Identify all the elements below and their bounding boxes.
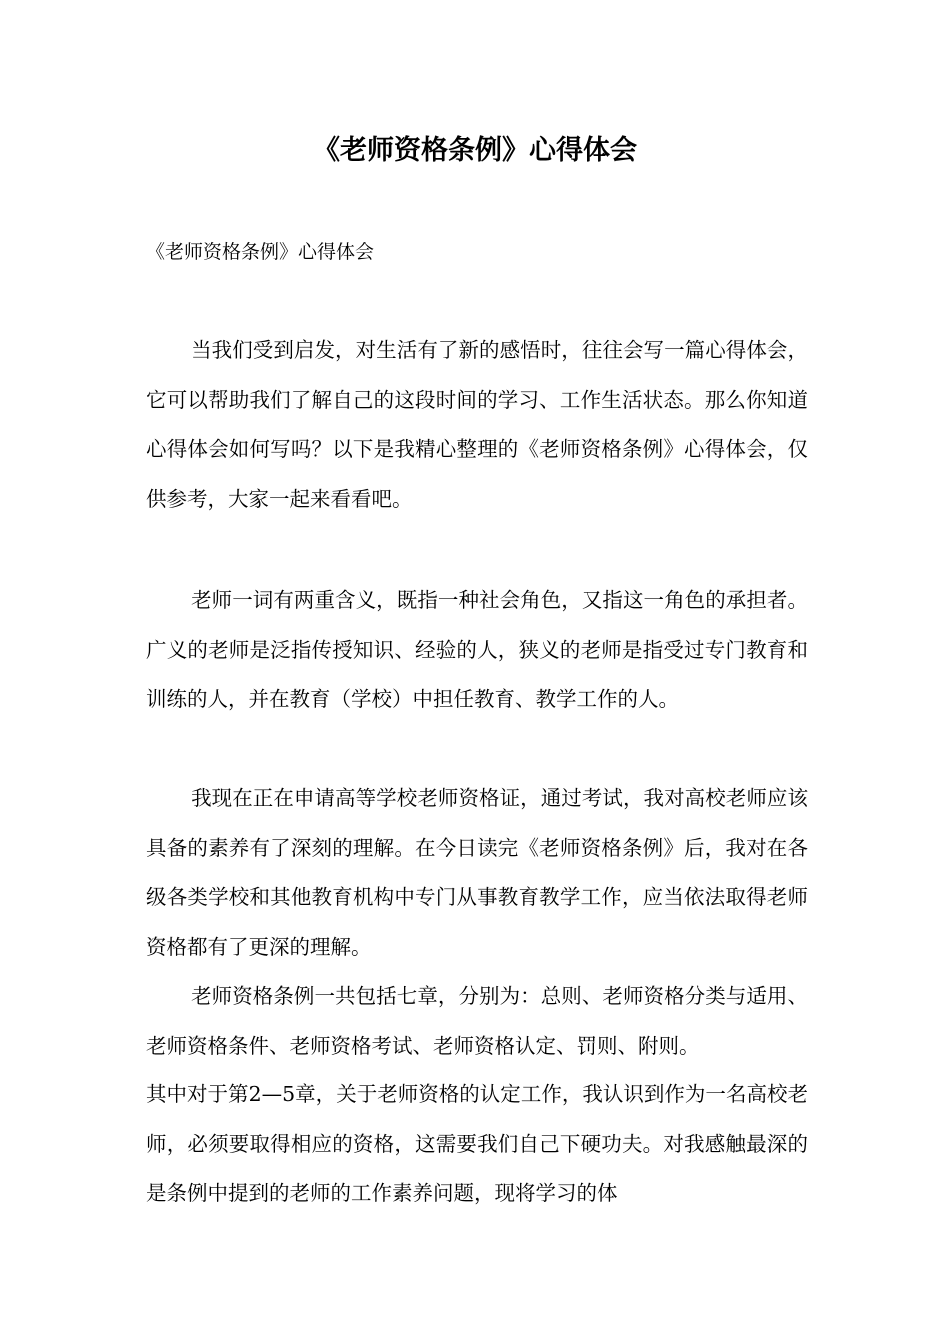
paragraph-teacher-meaning: 老师一词有两重含义，既指一种社会角色，又指这一角色的承担者。广义的老师是泛指传授知识、经验的人，狭义的老师是指受过专门教育和训练的人，并在教育（学校）中担任教育、教学工作的人。 [146, 588, 808, 711]
document-subtitle: 《老师资格条例》心得体会 [146, 241, 375, 263]
paragraph-regulation-chapters: 老师资格条例一共包括七章，分别为：总则、老师资格分类与适用、老师资格条件、老师资格考试、老师资格认定、罚则、附则。 [146, 984, 808, 1058]
paragraph-intro: 当我们受到启发，对生活有了新的感悟时，往往会写一篇心得体会，它可以帮助我们了解自己的这段时间的学习、工作生活状态。那么你知道心得体会如何写吗？以下是我精心整理的《老师资格条例》心得体会，仅供参考，大家一起来看看吧。 [146, 338, 808, 511]
paragraph-applying-certificate: 我现在正在申请高等学校老师资格证，通过考试，我对高校老师应该具备的素养有了深刻的理解。在今日读完《老师资格条例》后，我对在各级各类学校和其他教育机构中专门从事教育教学工作，应当依法取得老师资格都有了更深的理解。 [146, 786, 808, 959]
paragraph-certification-work: 其中对于第2—5章，关于老师资格的认定工作，我认识到作为一名高校老师，必须要取得相应的资格，这需要我们自己下硬功夫。对我感触最深的是条例中提到的老师的工作素养问题，现将学习的体 [146, 1082, 808, 1205]
document-title: 《老师资格条例》心得体会 [313, 135, 637, 166]
